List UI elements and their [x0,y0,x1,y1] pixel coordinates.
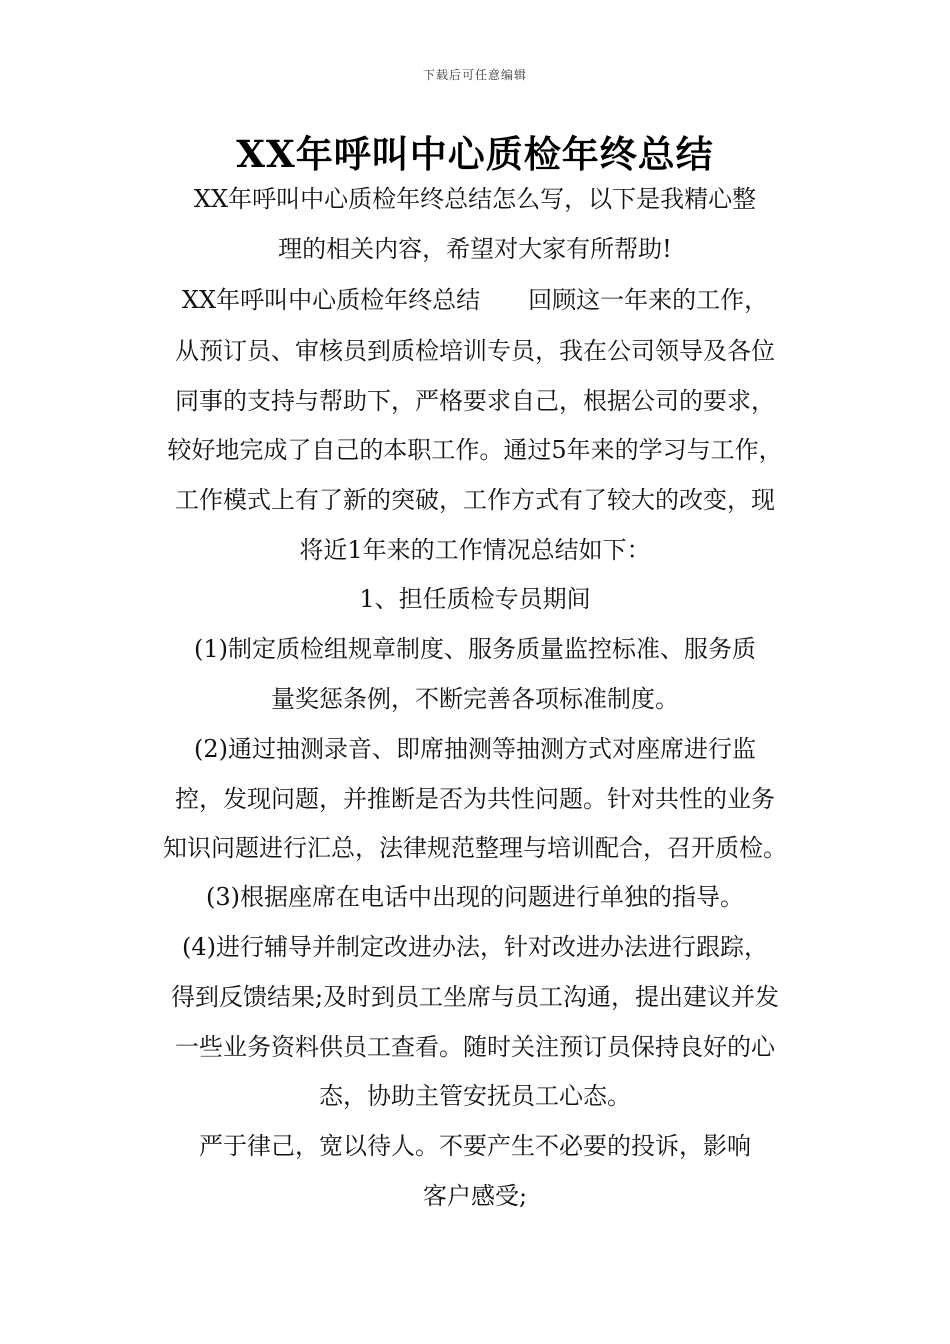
body-line: 将近1年来的工作情况总结如下： [299,536,651,564]
body-line: 得到反馈结果;及时到员工坐席与员工沟通，提出建议并发 [170,983,780,1011]
body-line: 一些业务资料供员工查看。随时关注预订员保持良好的心 [175,1033,775,1061]
body-line: (3)根据座席在电话中出现的问题进行单独的指导。 [206,883,744,911]
section-heading: 1、担任质检专员期间 [359,585,591,613]
body-line: 理的相关内容，希望对大家有所帮助! [278,235,672,263]
header-note: 下载后可任意编辑 [422,68,527,82]
body-line: (1)制定质检组规章制度、服务质量监控标准、服务质 [194,635,756,663]
body-line: XX年呼叫中心质检年终总结 回顾这一年来的工作， [181,286,769,314]
document-title: XX年呼叫中心质检年终总结 [236,132,714,176]
body-line: 严于律己，宽以待人。不要产生不必要的投诉，影响 [199,1132,751,1160]
body-line: (4)进行辅导并制定改进办法，针对改进办法进行跟踪， [182,933,768,961]
body-line: 较好地完成了自己的本职工作。通过5年来的学习与工作， [167,436,783,464]
body-line: (2)通过抽测录音、即席抽测等抽测方式对座席进行监 [194,735,756,763]
body-line: 同事的支持与帮助下，严格要求自己，根据公司的要求， [175,387,775,415]
body-line: 控，发现问题，并推断是否为共性问题。针对共性的业务 [175,785,775,813]
body-line: 客户感受; [422,1182,528,1210]
body-line: 知识问题进行汇总，法律规范整理与培训配合，召开质检。 [163,834,787,862]
body-line: 从预订员、审核员到质检培训专员，我在公司领导及各位 [175,337,775,365]
body-line: 量奖惩条例，不断完善各项标准制度。 [271,685,679,713]
body-line: XX年呼叫中心质检年终总结怎么写，以下是我精心整 [193,185,757,213]
body-line: 态，协助主管安抚员工心态。 [319,1082,631,1110]
body-line: 工作模式上有了新的突破，工作方式有了较大的改变，现 [175,486,775,514]
